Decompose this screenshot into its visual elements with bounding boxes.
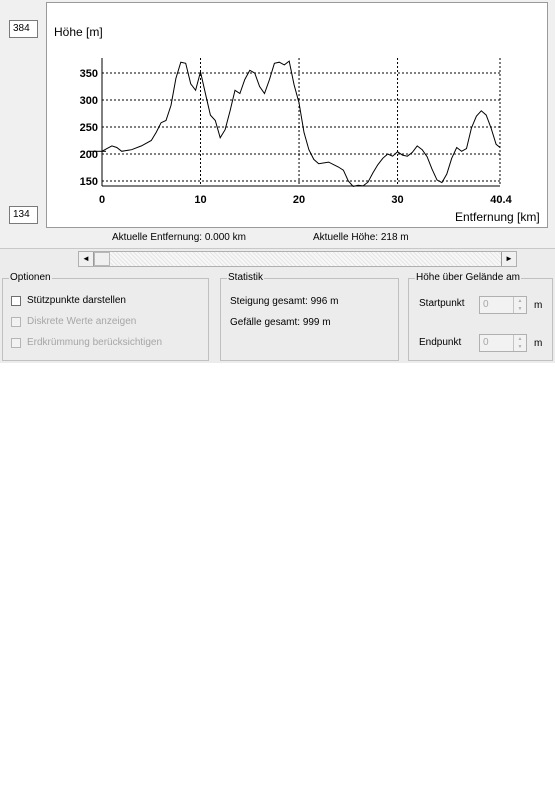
- current-distance-readout: Aktuelle Entfernung: 0.000 km: [112, 232, 246, 243]
- spinner-arrows-icon: ▲ ▼: [513, 335, 526, 351]
- height-above-ground-group: [408, 272, 553, 361]
- y-tick-label: 350: [79, 68, 98, 80]
- start-unit: m: [534, 300, 543, 311]
- y-tick-label: 200: [79, 149, 98, 161]
- scroll-left-icon[interactable]: ◄: [79, 252, 94, 266]
- checkbox-label: Erdkrümmung berücksichtigen: [27, 337, 163, 348]
- start-point-height-input: [479, 296, 527, 314]
- end-point-height-input: [479, 334, 527, 352]
- elevation-chart-svg: [47, 3, 547, 227]
- checkbox-box: [11, 317, 21, 327]
- y-tick-label: 150: [79, 176, 98, 188]
- end-point-label: Endpunkt: [419, 337, 462, 348]
- checkbox-earth-curvature: [11, 337, 162, 348]
- checkbox-label: Stützpunkte darstellen: [27, 295, 126, 306]
- options-group: [2, 272, 209, 361]
- start-point-value: 0: [483, 299, 489, 310]
- x-tick-label: 30: [391, 194, 404, 206]
- x-tick-label: 10: [194, 194, 207, 206]
- y-tick-label: 300: [79, 95, 98, 107]
- checkbox-show-points[interactable]: [11, 295, 126, 306]
- statistics-group-title: Statistik: [228, 272, 264, 283]
- height-above-ground-title: Höhe über Gelände am: [416, 272, 520, 283]
- horizontal-scrollbar[interactable]: [78, 251, 517, 267]
- current-height-readout: Aktuelle Höhe: 218 m: [313, 232, 409, 243]
- checkbox-discrete-values: [11, 316, 136, 327]
- elevation-profile-dialog: [0, 0, 555, 363]
- y-axis-label: Höhe [m]: [54, 25, 103, 39]
- scroll-thumb[interactable]: [94, 252, 110, 266]
- options-group-title: Optionen: [10, 272, 51, 283]
- x-tick-label: 0: [98, 194, 106, 206]
- profile-panel: [0, 0, 555, 249]
- total-descent: Gefälle gesamt: 999 m: [230, 317, 331, 328]
- scroll-right-icon[interactable]: ►: [501, 252, 516, 266]
- checkbox-box: [11, 338, 21, 348]
- y-tick-label: 250: [79, 122, 98, 134]
- y-max-input[interactable]: 384: [9, 20, 38, 38]
- y-min-input[interactable]: 134: [9, 206, 38, 224]
- checkbox-label: Diskrete Werte anzeigen: [27, 316, 137, 327]
- elevation-profile-line: [102, 61, 500, 186]
- statistics-group: [220, 272, 399, 361]
- end-unit: m: [534, 338, 543, 349]
- end-point-value: 0: [483, 337, 489, 348]
- elevation-chart: [46, 2, 548, 228]
- spinner-arrows-icon: ▲ ▼: [513, 297, 526, 313]
- x-tick-label: 40.4: [490, 194, 512, 206]
- start-point-label: Startpunkt: [419, 298, 465, 309]
- checkbox-box[interactable]: [11, 296, 21, 306]
- x-tick-label: 20: [292, 194, 306, 206]
- x-axis-label: Entfernung [km]: [455, 210, 540, 224]
- total-ascent: Steigung gesamt: 996 m: [230, 296, 339, 307]
